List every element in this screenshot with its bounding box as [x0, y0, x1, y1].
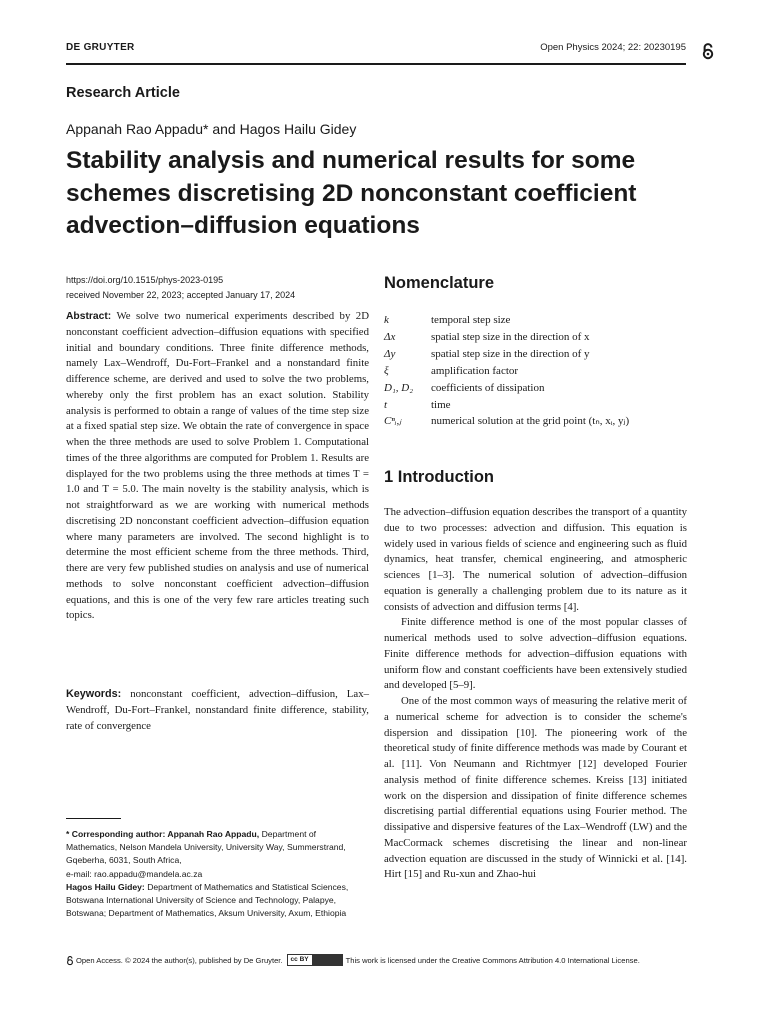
cc-badge-label: cc BY: [290, 956, 309, 963]
cc-badge-bar: [312, 955, 342, 965]
nomenclature-table: [384, 312, 687, 430]
introduction-body: [384, 505, 687, 883]
nomenclature-definition: amplification factor: [431, 364, 519, 377]
nomenclature-row: [384, 329, 687, 346]
nomenclature-definition: time: [431, 398, 451, 411]
article-title: Stability analysis and numerical results for some schemes discretising 2D nonconstant coefficient advection–diffusion equations: [66, 147, 637, 239]
nomenclature-symbol: Δx: [384, 330, 396, 343]
nomenclature-definition: temporal step size: [431, 314, 511, 326]
authors: Appanah Rao Appadu* and Hagos Hailu Gidey: [66, 121, 357, 137]
second-author-note: [66, 881, 369, 921]
nomenclature-row: [384, 312, 687, 329]
license-footer: [66, 954, 706, 966]
nomenclature-definition: coefficients of dissipation: [431, 381, 545, 394]
nomenclature-definition: spatial step size in the direction of y: [431, 347, 590, 360]
footnote-rule: [66, 818, 121, 819]
abstract-text: We solve two numerical experiments described by 2D nonconstant coefficient advection–diffusion equations with specified initial and boundary conditions. Three finite difference methods, namely Lax–Wendroff, Du-Fort–Frankel and a nonstandard finite difference scheme, are derived and used to solve the two problems, whereby only the first problem has an exact solution. Stability analysis is performed to obtain a range of values of the time step size at a fixed spatial step size. We obtain the rate of convergence in space when the three methods are used to solve Problem 1. Computational times of the three algorithms are computed for Problem 1. Results are displayed for the two problems using the three methods at times T = 1.0 and T = 5.0. The main novelty is the stability analysis, which is not straightforward as we are working with numerical methods discretising 2D nonconstant coefficient advection–diffusion equation where many parameters are involved. The second highlight is to determine the most efficient scheme from the three methods. Third, there are very few published studies on analysis and use of numerical methods to solve nonconstant coefficient advection–diffusion equations, and this is one of the very few rare articles treating such topics.: [66, 310, 369, 622]
nomenclature-row: [384, 346, 687, 363]
doi-link[interactable]: https://doi.org/10.1515/phys-2023-0195: [66, 275, 224, 285]
open-access-statement: Open Access. © 2024 the author(s), published by De Gruyter.: [76, 955, 283, 965]
email[interactable]: e-mail: rao.appadu@mandela.ac.za: [66, 868, 203, 879]
corresponding-author-affiliation: Department of Mathematics, Nelson Mandela University, University Way, Summerstrand, Gqeberha, 6031, South Africa,: [66, 829, 346, 866]
footnotes: [66, 828, 369, 920]
nomenclature-row: [384, 380, 687, 397]
keywords-label: Keywords:: [66, 688, 122, 700]
paragraph: One of the most common ways of measuring the relative merit of a numerical scheme for advection is to consider the scheme's dispersion and dissipation [10]. The pioneering work of the theoretical study of finite difference methods was made by Courant et al. [11]. Von Neumann and Richtmyer [12] developed Fourier analysis method of finite difference schemes. Kreiss [13] initiated work on the dispersion and dissipation of finite difference schemes discretising partial differential equations using Fourier method. The dissipative and dispersive features of the Lax–Wendroff (LW) and the MacCormack schemes discretising the linear and non-linear advection equation are discussed in the study of Winnicki et al. [14]. Hirt [15] and Ru-xun and Zhao-hui: [384, 695, 687, 881]
dates: received November 22, 2023; accepted January 17, 2024: [66, 290, 296, 300]
publisher-logo: DE GRUYTER: [66, 42, 135, 53]
abstract-label: Abstract:: [66, 311, 112, 322]
article-type: Research Article: [66, 85, 180, 101]
abstract: [66, 309, 369, 624]
nomenclature-row: [384, 363, 687, 380]
corresponding-author-note: [66, 828, 369, 868]
journal-reference: Open Physics 2024; 22: 20230195: [540, 42, 686, 53]
paragraph: Finite difference method is one of the most popular classes of numerical methods used to solve advection–diffusion equations. Finite difference methods for advection–diffusion equations with uniform flow and constant coefficients have been extensively studied and developed [5–9].: [384, 616, 687, 692]
nomenclature-row: [384, 397, 687, 414]
open-access-icon: [66, 955, 74, 966]
nomenclature-row: [384, 413, 687, 430]
cc-by-badge-icon[interactable]: [287, 954, 343, 966]
nomenclature-symbol: t: [384, 398, 388, 411]
nomenclature-symbol: D₁, D₂: [384, 381, 414, 394]
second-author-label: Hagos Hailu Gidey:: [66, 881, 145, 892]
keywords-text: nonconstant coefficient, advection–diffusion, Lax–Wendroff, Du-Fort–Frankel, nonstandard finite difference, stability, rate of convergence: [66, 688, 369, 732]
open-access-icon: [701, 42, 715, 60]
header-rule: [66, 63, 686, 65]
second-author-affiliation: Department of Mathematics and Statistical Sciences, Botswana International University of Science and Technology, Palapye, Botswana; Department of Mathematics, Aksum University, Axum, Ethiopia: [66, 881, 349, 919]
nomenclature-heading: Nomenclature: [384, 274, 495, 292]
introduction-heading: 1 Introduction: [384, 468, 494, 486]
nomenclature-definition: numerical solution at the grid point (tₙ, xᵢ, yⱼ): [431, 415, 630, 428]
nomenclature-symbol: Cⁿᵢ,ⱼ: [384, 415, 402, 428]
license-statement: This work is licensed under the Creative Commons Attribution 4.0 International License.: [345, 955, 640, 965]
nomenclature-symbol: k: [384, 314, 389, 326]
nomenclature-symbol: Δy: [384, 347, 396, 360]
corresponding-author-label: * Corresponding author: Appanah Rao Appadu,: [66, 829, 260, 839]
nomenclature-definition: spatial step size in the direction of x: [431, 330, 590, 343]
paragraph: The advection–diffusion equation describes the transport of a quantity due to two processes: advection and diffusion. This equation is widely used in various fields of science and engineering such as fluid dynamics, heat transfer, chemical engineering, and atmospheric sciences [1–3]. The numerical solution of advection–diffusion equation is generally a challenging problem due to its nature as it consists of advection and diffusion terms [4].: [384, 506, 687, 613]
nomenclature-symbol: ξ: [384, 364, 389, 377]
keywords: [66, 687, 369, 734]
